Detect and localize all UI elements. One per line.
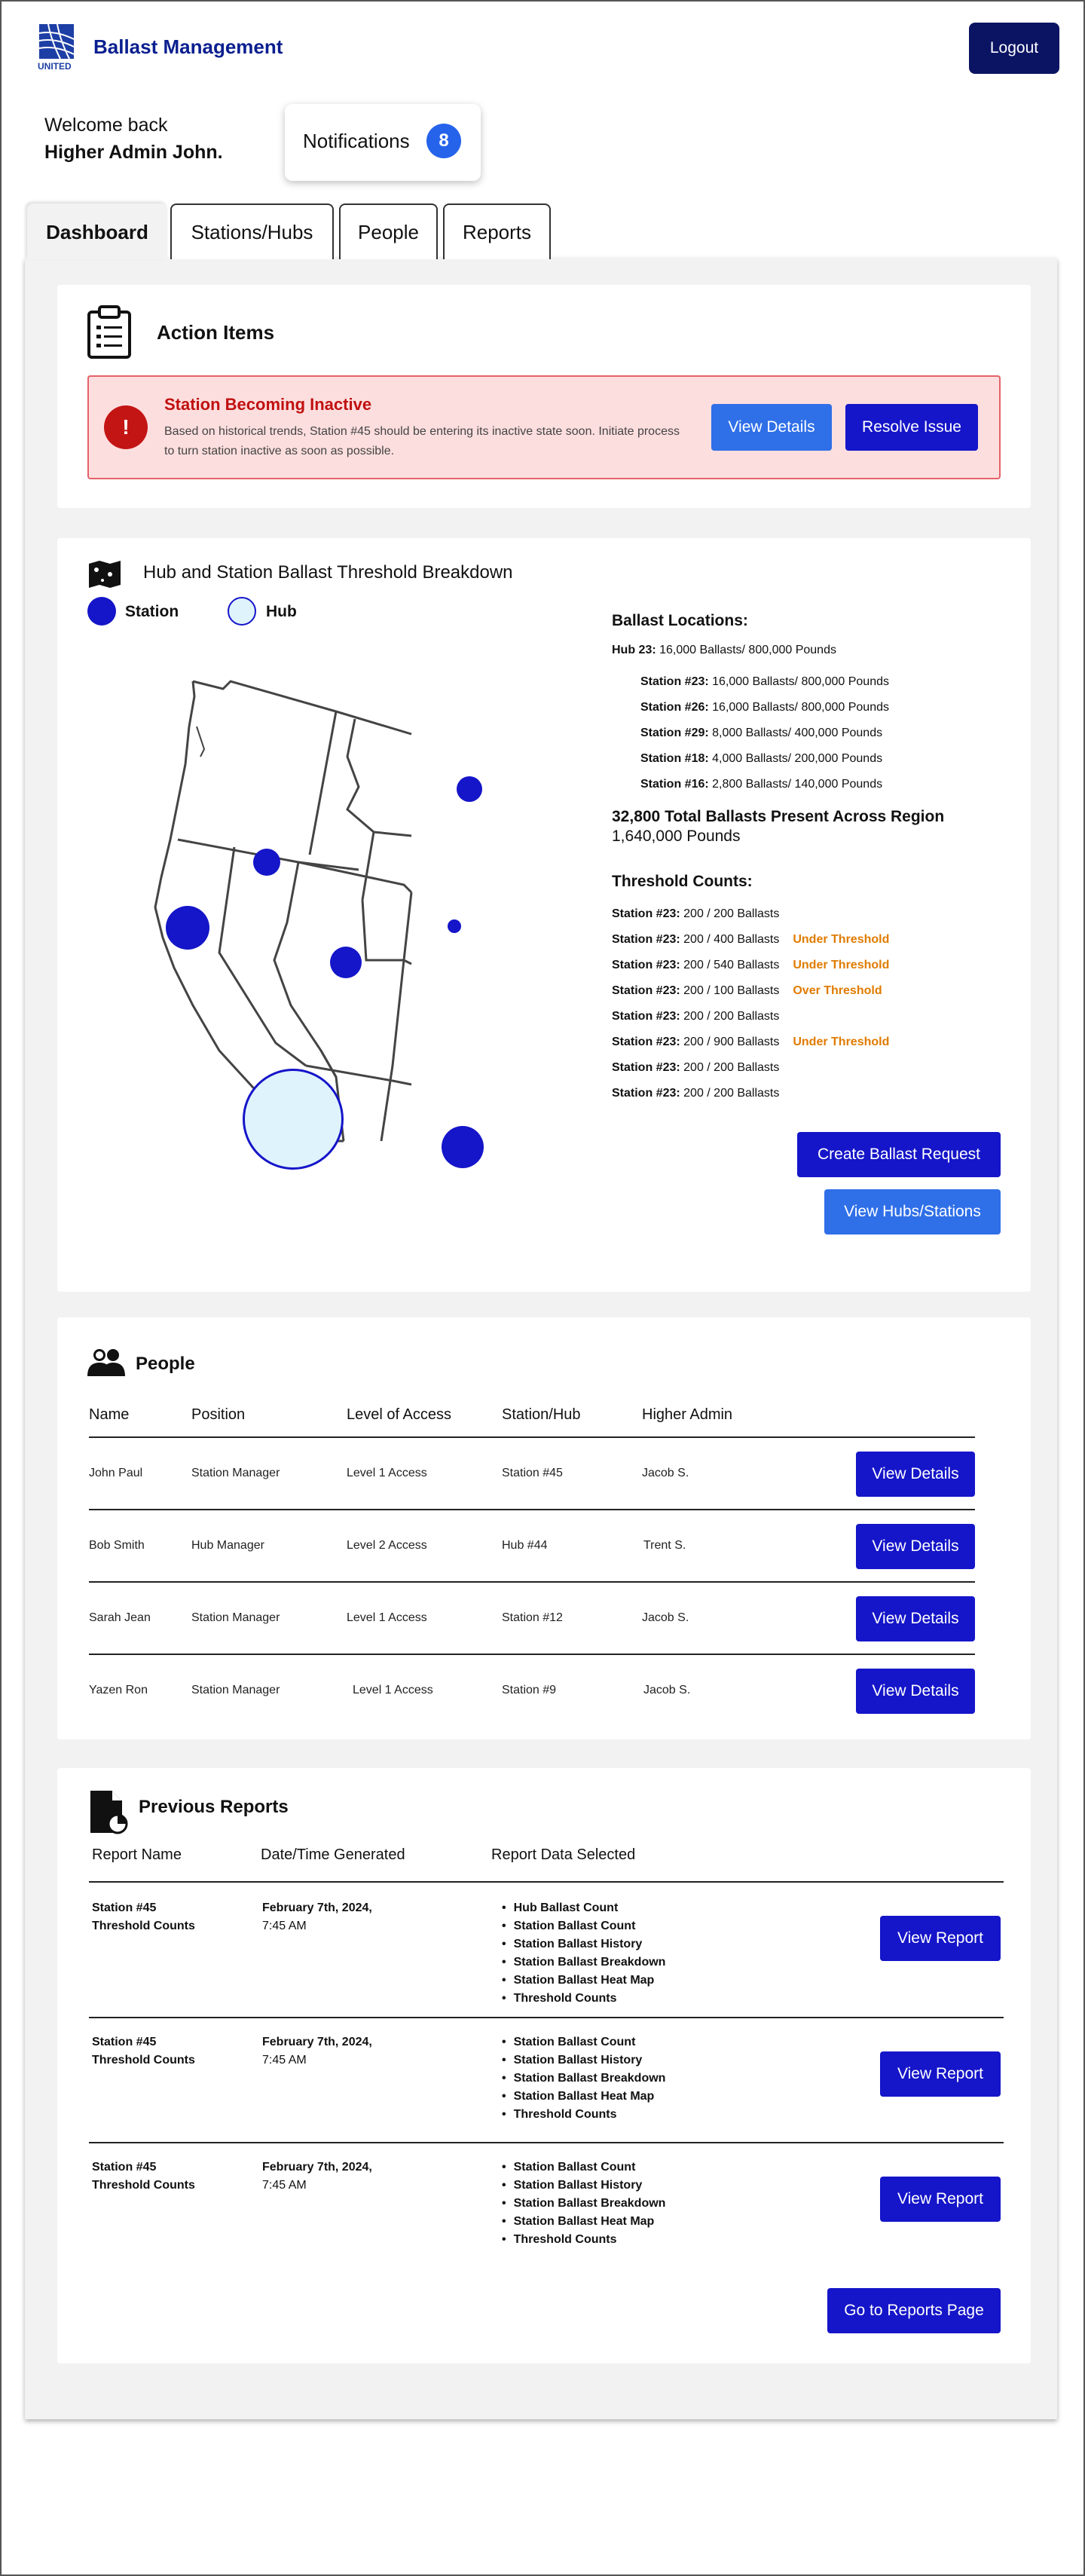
person-view-details-button[interactable]: View Details (856, 1524, 975, 1569)
tab-reports[interactable]: Reports (443, 203, 551, 259)
notifications-button[interactable] (285, 104, 481, 181)
inactive-station-alert (87, 375, 1001, 479)
threshold-row: Station #23: 200 / 200 Ballasts (612, 907, 780, 920)
column-station-hub: Station/Hub (502, 1406, 581, 1423)
report-name: Station #45 Threshold Counts (92, 2036, 195, 2067)
threshold-row: Station #23: 200 / 540 Ballasts Under Threshold (612, 959, 890, 971)
report-date: February 7th, 2024, 7:45 AM (262, 2161, 372, 2192)
alert-title: Station Becoming Inactive (164, 395, 372, 414)
table-divider (89, 1881, 1004, 1883)
threshold-heading: Threshold Counts: (612, 873, 753, 890)
cell-name: Bob Smith (89, 1539, 145, 1552)
column-higher-admin: Higher Admin (642, 1406, 733, 1423)
notifications-count-badge: 8 (426, 124, 461, 158)
welcome-line: Welcome back (44, 115, 168, 136)
reports-title: Previous Reports (139, 1797, 289, 1817)
report-data-list: • Hub Ballast Count • Station Ballast Count • Station Ballast History • Station Ballast Breakdown • Station Ballast Heat Map • Threshold Counts (502, 1899, 665, 2008)
person-view-details-button[interactable]: View Details (856, 1452, 975, 1497)
threshold-row: Station #23: 200 / 200 Ballasts (612, 1087, 780, 1100)
cell-position: Hub Manager (191, 1539, 264, 1552)
table-divider (89, 1436, 975, 1438)
united-logo (33, 23, 86, 72)
station-marker (448, 919, 461, 933)
people-title: People (136, 1354, 195, 1374)
station-legend-swatch (87, 597, 116, 626)
view-hubs-stations-button[interactable]: View Hubs/Stations (824, 1189, 1001, 1234)
report-data-list: • Station Ballast Count • Station Ballast History • Station Ballast Breakdown • Station Ballast Heat Map • Threshold Counts (502, 2158, 665, 2249)
table-divider (89, 2142, 1004, 2143)
station-legend-label: Station (125, 603, 179, 620)
cell-name: Yazen Ron (89, 1684, 148, 1696)
view-report-button[interactable]: View Report (880, 2051, 1001, 2097)
cell-position: Station Manager (191, 1611, 280, 1624)
station-ballast-line: Station #18: 4,000 Ballasts/ 200,000 Pounds (640, 752, 883, 765)
tab-people[interactable]: People (339, 203, 438, 259)
threshold-row: Station #23: 200 / 100 Ballasts Over Threshold (612, 984, 882, 997)
cell-access: Level 1 Access (347, 1611, 427, 1624)
column-level-of-access: Level of Access (347, 1406, 451, 1423)
cell-name: John Paul (89, 1467, 143, 1479)
welcome-user: Higher Admin John. (44, 142, 223, 163)
report-name: Station #45 Threshold Counts (92, 2161, 195, 2192)
tab-dashboard[interactable]: Dashboard (27, 203, 167, 259)
exclamation-icon: ! (104, 405, 148, 449)
table-divider (89, 1654, 975, 1655)
cell-station: Station #9 (502, 1684, 557, 1696)
report-date: February 7th, 2024, 7:45 AM (262, 2036, 372, 2067)
threshold-row: Station #23: 200 / 900 Ballasts Under Threshold (612, 1036, 890, 1048)
hub-marker (243, 1069, 344, 1170)
notifications-label: Notifications (303, 130, 410, 152)
action-items-title: Action Items (157, 321, 275, 344)
view-report-button[interactable]: View Report (880, 2177, 1001, 2222)
report-data-list: • Station Ballast Count • Station Ballast History • Station Ballast Breakdown • Station Ballast Heat Map • Threshold Counts (502, 2033, 665, 2124)
station-ballast-line: Station #29: 8,000 Ballasts/ 400,000 Pounds (640, 727, 883, 739)
app-brand-title: Ballast Management (93, 35, 283, 58)
cell-position: Station Manager (191, 1467, 280, 1479)
column-report-data: Report Data Selected (491, 1846, 636, 1863)
total-pounds: 1,640,000 Pounds (612, 828, 741, 845)
report-date: February 7th, 2024, 7:45 AM (262, 1901, 372, 1932)
station-marker (457, 776, 482, 802)
threshold-row: Station #23: 200 / 400 Ballasts Under Threshold (612, 933, 890, 946)
clipboard-icon (86, 304, 133, 363)
view-report-button[interactable]: View Report (880, 1916, 1001, 1961)
column-report-name: Report Name (92, 1846, 182, 1863)
cell-admin: Jacob S. (642, 1611, 689, 1624)
cell-admin: Trent S. (643, 1539, 686, 1552)
station-marker (330, 947, 362, 978)
cell-station: Hub #44 (502, 1539, 548, 1552)
station-ballast-line: Station #26: 16,000 Ballasts/ 800,000 Pounds (640, 701, 889, 714)
table-divider (89, 1581, 975, 1583)
cell-access: Level 1 Access (347, 1467, 427, 1479)
threshold-row: Station #23: 200 / 200 Ballasts (612, 1061, 780, 1074)
person-view-details-button[interactable]: View Details (856, 1596, 975, 1641)
cell-access: Level 2 Access (347, 1539, 427, 1552)
logo-text: UNITED (38, 61, 72, 72)
report-name: Station #45 Threshold Counts (92, 1901, 195, 1932)
ballast-locations-heading: Ballast Locations: (612, 612, 748, 629)
breakdown-title: Hub and Station Ballast Threshold Breakdown (143, 562, 513, 583)
tab-stations-hubs[interactable]: Stations/Hubs (170, 203, 334, 259)
action-items-card (57, 285, 1031, 508)
ballast-breakdown-card (57, 538, 1031, 1292)
cell-position: Station Manager (191, 1684, 280, 1696)
logout-button[interactable]: Logout (969, 23, 1059, 74)
people-card (57, 1317, 1031, 1739)
table-divider (89, 1509, 975, 1510)
threshold-row: Station #23: 200 / 200 Ballasts (612, 1010, 780, 1023)
cell-station: Station #45 (502, 1467, 563, 1479)
resolve-issue-button[interactable]: Resolve Issue (845, 404, 978, 451)
person-view-details-button[interactable]: View Details (856, 1669, 975, 1714)
cell-name: Sarah Jean (89, 1611, 151, 1624)
report-file-icon (89, 1789, 128, 1838)
station-ballast-line: Station #16: 2,800 Ballasts/ 140,000 Pounds (640, 778, 883, 791)
previous-reports-card (57, 1768, 1031, 2363)
table-divider (89, 2017, 1004, 2018)
go-to-reports-page-button[interactable]: Go to Reports Page (827, 2288, 1001, 2333)
total-ballasts: 32,800 Total Ballasts Present Across Region (612, 808, 945, 825)
alert-message: Based on historical trends, Station #45 should be entering its inactive state soon. Initiate process to turn station inactive as soon as possible. (164, 425, 680, 457)
station-marker (253, 849, 280, 876)
cell-admin: Jacob S. (642, 1467, 689, 1479)
cell-station: Station #12 (502, 1611, 563, 1624)
cell-admin: Jacob S. (643, 1684, 691, 1696)
station-marker (166, 906, 209, 950)
hub-ballast-line: Hub 23: 16,000 Ballasts/ 800,000 Pounds (612, 644, 836, 656)
map-icon (87, 561, 122, 592)
alert-view-details-button[interactable]: View Details (711, 404, 832, 451)
column-date-time: Date/Time Generated (261, 1846, 405, 1863)
hub-legend-swatch (228, 597, 256, 626)
column-position: Position (191, 1406, 246, 1423)
column-name: Name (89, 1406, 130, 1423)
station-ballast-line: Station #23: 16,000 Ballasts/ 800,000 Pounds (640, 675, 889, 688)
hub-legend-label: Hub (266, 603, 297, 620)
station-marker (442, 1126, 484, 1168)
people-icon (87, 1348, 125, 1381)
cell-access: Level 1 Access (353, 1684, 433, 1696)
top-header (0, 0, 1085, 98)
create-ballast-request-button[interactable]: Create Ballast Request (797, 1132, 1001, 1177)
